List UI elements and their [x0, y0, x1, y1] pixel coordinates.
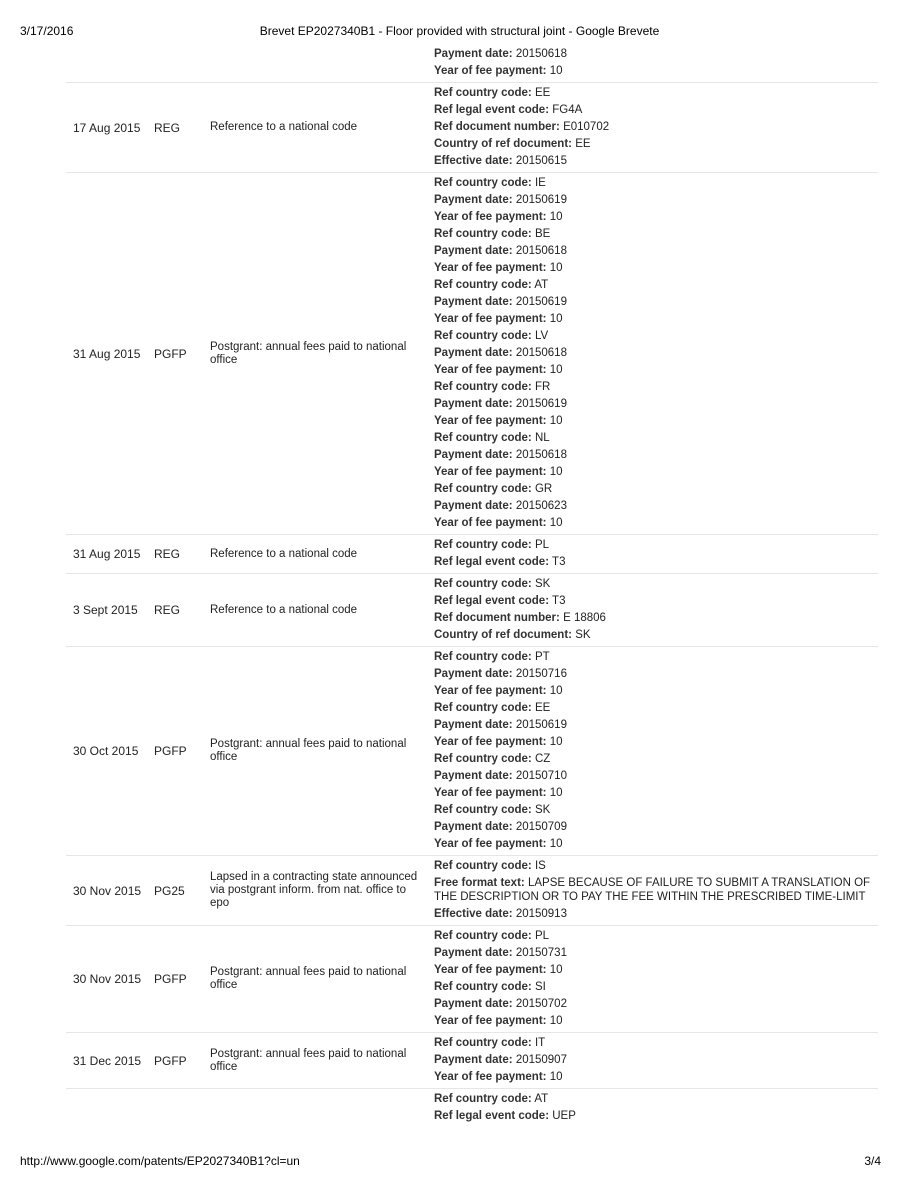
event-description: Postgrant: annual fees paid to national office — [210, 340, 407, 366]
detail-line — [434, 243, 878, 260]
detail-label: Payment date: — [434, 1054, 513, 1066]
detail-value: 10 — [549, 262, 563, 274]
detail-line — [434, 717, 878, 734]
event-description: Reference to a national code — [210, 603, 358, 616]
detail-value: 20150716 — [515, 668, 567, 680]
event-code: REG — [154, 120, 181, 135]
detail-line — [434, 751, 878, 768]
detail-value: PT — [534, 651, 550, 663]
detail-label: Payment date: — [434, 296, 513, 308]
detail-line — [434, 192, 878, 209]
detail-value: EE — [575, 138, 591, 150]
event-code: PGFP — [154, 744, 187, 758]
detail-label: Year of fee payment: — [434, 466, 547, 478]
detail-label: Payment date: — [434, 668, 513, 680]
detail-line — [434, 85, 878, 102]
detail-value: SK — [534, 804, 551, 816]
detail-value: CZ — [534, 753, 551, 765]
detail-value: SK — [534, 578, 551, 590]
page-title: Brevet EP2027340B1 - Floor provided with structural joint - Google Brevete — [259, 24, 660, 38]
detail-line — [434, 1013, 878, 1030]
detail-value: 10 — [549, 415, 563, 427]
detail-value: UEP — [552, 1110, 576, 1122]
detail-label: Ref country code: — [434, 753, 532, 765]
detail-label: Year of fee payment: — [434, 787, 547, 799]
detail-line — [434, 819, 878, 836]
detail-line — [434, 136, 878, 153]
detail-value: 10 — [549, 964, 563, 976]
detail-line — [434, 226, 878, 243]
detail-label: Ref country code: — [434, 651, 532, 663]
detail-value: 20150710 — [515, 770, 567, 782]
detail-value: 20150619 — [515, 398, 567, 410]
detail-label: Year of fee payment: — [434, 736, 547, 748]
detail-value: 20150618 — [515, 245, 567, 257]
page-number: 3/4 — [864, 1154, 881, 1168]
detail-value: FG4A — [552, 104, 583, 116]
detail-line — [434, 576, 878, 593]
detail-label: Effective date: — [434, 908, 513, 920]
detail-value: 10 — [549, 364, 563, 376]
detail-value: 10 — [549, 736, 563, 748]
detail-label: Ref document number: — [434, 121, 560, 133]
event-date: 30 Nov 2015 — [73, 883, 142, 898]
detail-line — [434, 1091, 878, 1108]
detail-label: Ref country code: — [434, 804, 532, 816]
detail-label: Ref document number: — [434, 612, 560, 624]
detail-label: Ref legal event code: — [434, 556, 550, 568]
detail-value: 10 — [549, 838, 563, 850]
detail-label: Year of fee payment: — [434, 964, 547, 976]
detail-value: 20150618 — [515, 449, 567, 461]
detail-label: Payment date: — [434, 347, 513, 359]
detail-value: LV — [534, 330, 549, 342]
detail-value: 10 — [549, 1071, 563, 1083]
detail-label: Ref country code: — [434, 483, 532, 495]
event-details — [426, 1033, 878, 1088]
detail-value: E010702 — [563, 121, 610, 133]
detail-line — [434, 962, 878, 979]
detail-value: AT — [534, 279, 549, 291]
detail-line — [434, 362, 878, 379]
detail-label: Ref country code: — [434, 330, 532, 342]
detail-line — [434, 1108, 878, 1125]
detail-label: Ref country code: — [434, 279, 532, 291]
event-details — [426, 926, 878, 1032]
detail-line — [434, 858, 878, 875]
detail-line — [434, 1069, 878, 1086]
detail-value: BE — [534, 228, 551, 240]
detail-value: 20150618 — [515, 347, 567, 359]
detail-line — [434, 785, 878, 802]
detail-label: Ref country code: — [434, 981, 532, 993]
event-code: PG25 — [154, 883, 185, 898]
event-description: Postgrant: annual fees paid to national office — [210, 966, 407, 991]
detail-line — [434, 554, 878, 571]
detail-value: 10 — [549, 211, 563, 223]
detail-line — [434, 610, 878, 627]
event-details — [426, 574, 878, 646]
detail-label: Year of fee payment: — [434, 262, 547, 274]
detail-line — [434, 464, 878, 481]
detail-label: Ref legal event code: — [434, 595, 550, 607]
detail-line — [434, 277, 878, 294]
detail-value: 10 — [549, 517, 563, 529]
detail-value: 10 — [549, 787, 563, 799]
detail-label: Ref legal event code: — [434, 104, 550, 116]
event-code: PGFP — [154, 346, 187, 361]
detail-value: 20150623 — [515, 500, 567, 512]
event-details — [426, 173, 878, 534]
event-description: Reference to a national code — [210, 547, 358, 560]
detail-label: Payment date: — [434, 770, 513, 782]
event-description: Postgrant: annual fees paid to national office — [210, 1047, 407, 1073]
detail-label: Year of fee payment: — [434, 685, 547, 697]
table-row — [66, 172, 878, 534]
event-code: REG — [154, 603, 181, 617]
detail-value: T3 — [552, 595, 566, 607]
detail-value: LAPSE BECAUSE OF FAILURE TO SUBMIT A TRANSLATION OF THE DESCRIPTION OR TO PAY THE FEE WITHIN THE PRESCRIBED TIME-LIMIT — [434, 877, 871, 903]
detail-value: IE — [534, 177, 546, 189]
event-code: REG — [154, 547, 181, 561]
event-date: 31 Aug 2015 — [73, 346, 141, 361]
detail-line — [434, 209, 878, 226]
detail-line — [434, 875, 878, 906]
detail-label: Payment date: — [434, 947, 513, 959]
detail-value: SI — [534, 981, 546, 993]
detail-line — [434, 627, 878, 644]
detail-line — [434, 481, 878, 498]
detail-line — [434, 328, 878, 345]
table-row — [66, 82, 878, 172]
detail-label: Country of ref document: — [434, 138, 572, 150]
detail-label: Payment date: — [434, 245, 513, 257]
event-description: Reference to a national code — [210, 121, 358, 133]
detail-value: 10 — [549, 65, 563, 77]
detail-line — [434, 413, 878, 430]
detail-label: Year of fee payment: — [434, 65, 547, 77]
detail-line — [434, 102, 878, 119]
detail-value: T3 — [552, 556, 566, 568]
table-row — [66, 1088, 878, 1127]
detail-line — [434, 153, 878, 170]
detail-line — [434, 1035, 878, 1052]
detail-line — [434, 46, 878, 63]
event-details — [426, 1089, 878, 1127]
detail-value: EE — [534, 702, 551, 714]
detail-value: E 18806 — [563, 612, 606, 624]
event-date: 30 Oct 2015 — [73, 744, 139, 758]
detail-value: 20150615 — [515, 155, 567, 167]
event-date: 30 Nov 2015 — [73, 972, 142, 986]
detail-label: Year of fee payment: — [434, 1071, 547, 1083]
detail-label: Ref country code: — [434, 930, 532, 942]
detail-value: 10 — [549, 466, 563, 478]
detail-line — [434, 379, 878, 396]
detail-label: Free format text: — [434, 877, 525, 889]
detail-value: 10 — [549, 1015, 563, 1027]
detail-value: GR — [534, 483, 553, 495]
detail-label: Ref country code: — [434, 381, 532, 393]
detail-label: Effective date: — [434, 155, 513, 167]
detail-line — [434, 537, 878, 554]
detail-line — [434, 734, 878, 751]
detail-value: 20150702 — [515, 998, 567, 1010]
detail-line — [434, 802, 878, 819]
event-date: 17 Aug 2015 — [73, 120, 141, 135]
detail-line — [434, 447, 878, 464]
print-date: 3/17/2016 — [20, 24, 74, 38]
detail-value: PL — [534, 539, 550, 551]
detail-value: 20150913 — [515, 908, 567, 920]
event-date: 31 Aug 2015 — [73, 547, 141, 561]
event-date: 31 Dec 2015 — [73, 1053, 142, 1068]
detail-label: Payment date: — [434, 194, 513, 206]
detail-line — [434, 119, 878, 136]
detail-label: Year of fee payment: — [434, 211, 547, 223]
table-row — [66, 1032, 878, 1088]
detail-line — [434, 345, 878, 362]
detail-line — [434, 906, 878, 923]
table-row — [66, 44, 878, 82]
detail-label: Ref country code: — [434, 578, 532, 590]
detail-label: Year of fee payment: — [434, 838, 547, 850]
detail-value: EE — [534, 87, 551, 99]
detail-label: Payment date: — [434, 449, 513, 461]
detail-line — [434, 593, 878, 610]
detail-line — [434, 1052, 878, 1069]
detail-value: 10 — [549, 313, 563, 325]
detail-line — [434, 396, 878, 413]
detail-value: 20150618 — [515, 48, 567, 60]
detail-line — [434, 175, 878, 192]
detail-value: PL — [534, 930, 550, 942]
detail-label: Payment date: — [434, 48, 513, 60]
detail-line — [434, 928, 878, 945]
detail-label: Ref country code: — [434, 539, 532, 551]
legal-events-table — [66, 44, 878, 1127]
table-row — [66, 573, 878, 646]
detail-line — [434, 700, 878, 717]
detail-line — [434, 996, 878, 1013]
detail-label: Ref country code: — [434, 177, 532, 189]
event-details — [426, 535, 878, 573]
detail-label: Year of fee payment: — [434, 415, 547, 427]
detail-label: Payment date: — [434, 500, 513, 512]
detail-value: 10 — [549, 685, 563, 697]
detail-label: Payment date: — [434, 821, 513, 833]
detail-value: 20150619 — [515, 296, 567, 308]
event-details — [426, 856, 878, 925]
detail-line — [434, 666, 878, 683]
detail-line — [434, 649, 878, 666]
detail-label: Ref legal event code: — [434, 1110, 550, 1122]
table-row — [66, 534, 878, 573]
detail-label: Payment date: — [434, 998, 513, 1010]
detail-label: Ref country code: — [434, 1093, 532, 1105]
detail-label: Year of fee payment: — [434, 517, 547, 529]
event-code: PGFP — [154, 972, 187, 986]
detail-line — [434, 294, 878, 311]
detail-value: AT — [534, 1093, 549, 1105]
detail-label: Year of fee payment: — [434, 364, 547, 376]
event-date: 3 Sept 2015 — [73, 603, 138, 617]
detail-label: Year of fee payment: — [434, 313, 547, 325]
detail-value: 20150731 — [515, 947, 567, 959]
detail-label: Year of fee payment: — [434, 1015, 547, 1027]
table-row — [66, 646, 878, 855]
detail-label: Ref country code: — [434, 432, 532, 444]
detail-label: Ref country code: — [434, 87, 532, 99]
detail-label: Ref country code: — [434, 860, 532, 872]
detail-label: Ref country code: — [434, 1037, 532, 1049]
detail-line — [434, 311, 878, 328]
detail-value: 20150907 — [515, 1054, 567, 1066]
detail-value: NL — [534, 432, 550, 444]
event-details — [426, 83, 878, 172]
detail-line — [434, 945, 878, 962]
detail-line — [434, 683, 878, 700]
event-details — [426, 647, 878, 855]
detail-value: 20150709 — [515, 821, 567, 833]
detail-line — [434, 430, 878, 447]
detail-value: 20150619 — [515, 194, 567, 206]
detail-value: 20150619 — [515, 719, 567, 731]
detail-line — [434, 63, 878, 80]
detail-label: Payment date: — [434, 398, 513, 410]
table-row — [66, 925, 878, 1032]
detail-line — [434, 768, 878, 785]
detail-line — [434, 260, 878, 277]
detail-line — [434, 836, 878, 853]
detail-label: Payment date: — [434, 719, 513, 731]
detail-label: Country of ref document: — [434, 629, 572, 641]
detail-line — [434, 515, 878, 532]
table-row — [66, 855, 878, 925]
detail-value: IT — [534, 1037, 546, 1049]
detail-value: IS — [534, 860, 546, 872]
detail-label: Ref country code: — [434, 702, 532, 714]
detail-value: FR — [534, 381, 551, 393]
event-code: PGFP — [154, 1053, 187, 1068]
detail-line — [434, 498, 878, 515]
event-details — [426, 44, 878, 82]
detail-line — [434, 979, 878, 996]
footer-url: http://www.google.com/patents/EP2027340B1?cl=un — [20, 1154, 300, 1168]
detail-label: Ref country code: — [434, 228, 532, 240]
event-description: Lapsed in a contracting state announced via postgrant inform. from nat. office to epo — [210, 871, 418, 909]
detail-value: SK — [575, 629, 591, 641]
event-description: Postgrant: annual fees paid to national office — [210, 738, 407, 763]
